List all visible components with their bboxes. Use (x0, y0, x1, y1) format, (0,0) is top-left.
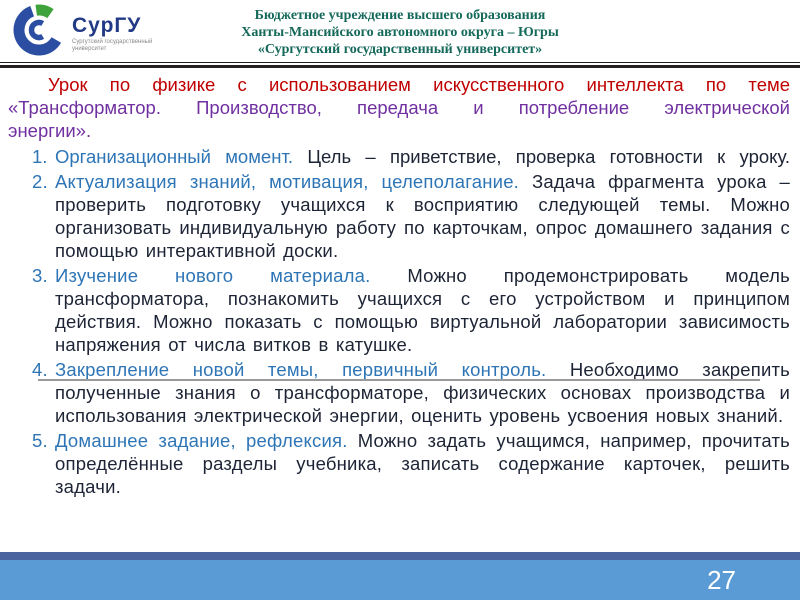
institution-line-3: «Сургутский государственный университет» (257, 42, 543, 57)
item-4-number: 4. (32, 359, 48, 380)
item-4-underline-rule (38, 379, 760, 381)
institution-line-2: Ханты-Мансийского автономного округа – Югры (241, 25, 559, 40)
footer-accent-strip (0, 552, 800, 560)
surgu-logo (12, 3, 152, 57)
surgu-logo-icon (12, 3, 66, 57)
item-5-number: 5. (32, 430, 48, 451)
list-item-4 (8, 358, 790, 427)
title-red-text: Урок по физике с использованием искусственного интеллекта по теме (48, 74, 790, 95)
header (0, 0, 800, 62)
list-item-3 (8, 264, 790, 356)
item-4-body: Необходимо закрепить полученные знания о трансформаторе, физических основах производства и использования электрической энергии, оценить уровень усвоения новых знаний. (55, 359, 790, 426)
slide-title (8, 73, 790, 142)
item-4-heading: Закрепление новой темы, первичный контроль. (55, 359, 547, 380)
slide-content (0, 68, 800, 498)
item-3-number: 3. (32, 265, 48, 286)
item-1-body: Цель – приветствие, проверка готовности к уроку. (307, 146, 790, 167)
footer-bar (0, 560, 800, 600)
logo-subtitle (72, 39, 152, 53)
item-3-heading: Изучение нового материала. (55, 265, 371, 286)
item-3-body: Можно продемонстрировать модель трансформатора, познакомить учащихся с его устройством и принципом действия. Можно показать с помощью виртуальной лаборатории зависимость напряжения от числа витков в катушке. (55, 265, 790, 355)
footer (0, 552, 800, 600)
item-5-heading: Домашнее задание, рефлексия. (55, 430, 348, 451)
institution-line-1: Бюджетное учреждение высшего образования (254, 8, 546, 23)
title-purple-text-line2: энергии». (8, 120, 92, 141)
item-2-body: Задача фрагмента урока – проверить подготовку учащихся к восприятию следующей темы. Можно организовать индивидуальную работу по карточкам, опрос домашнего задания с помощью интерактивной доски. (55, 171, 791, 261)
title-purple-text-line1: «Трансформатор. Производство, передача и потребление электрической (8, 97, 790, 118)
logo-text (72, 3, 152, 53)
logo-subtitle-line1: Сургутский государственный (72, 39, 153, 45)
item-1-number: 1. (32, 146, 48, 167)
logo-subtitle-line2: университет (72, 46, 107, 52)
list-item-1 (8, 145, 790, 168)
list-item-2 (8, 170, 790, 262)
list-item-5 (8, 429, 790, 498)
item-1-heading: Организационный момент. (55, 146, 294, 167)
item-2-heading: Актуализация знаний, мотивация, целеполагание. (55, 171, 520, 192)
logo-name: СурГУ (72, 14, 142, 37)
lesson-stages-list (8, 145, 790, 498)
item-2-number: 2. (32, 171, 48, 192)
item-5-body: Можно задать учащимся, например, прочитать определённые разделы учебника, записать содержание карточек, решить задачи. (55, 430, 790, 497)
page-number: 27 (707, 565, 736, 595)
